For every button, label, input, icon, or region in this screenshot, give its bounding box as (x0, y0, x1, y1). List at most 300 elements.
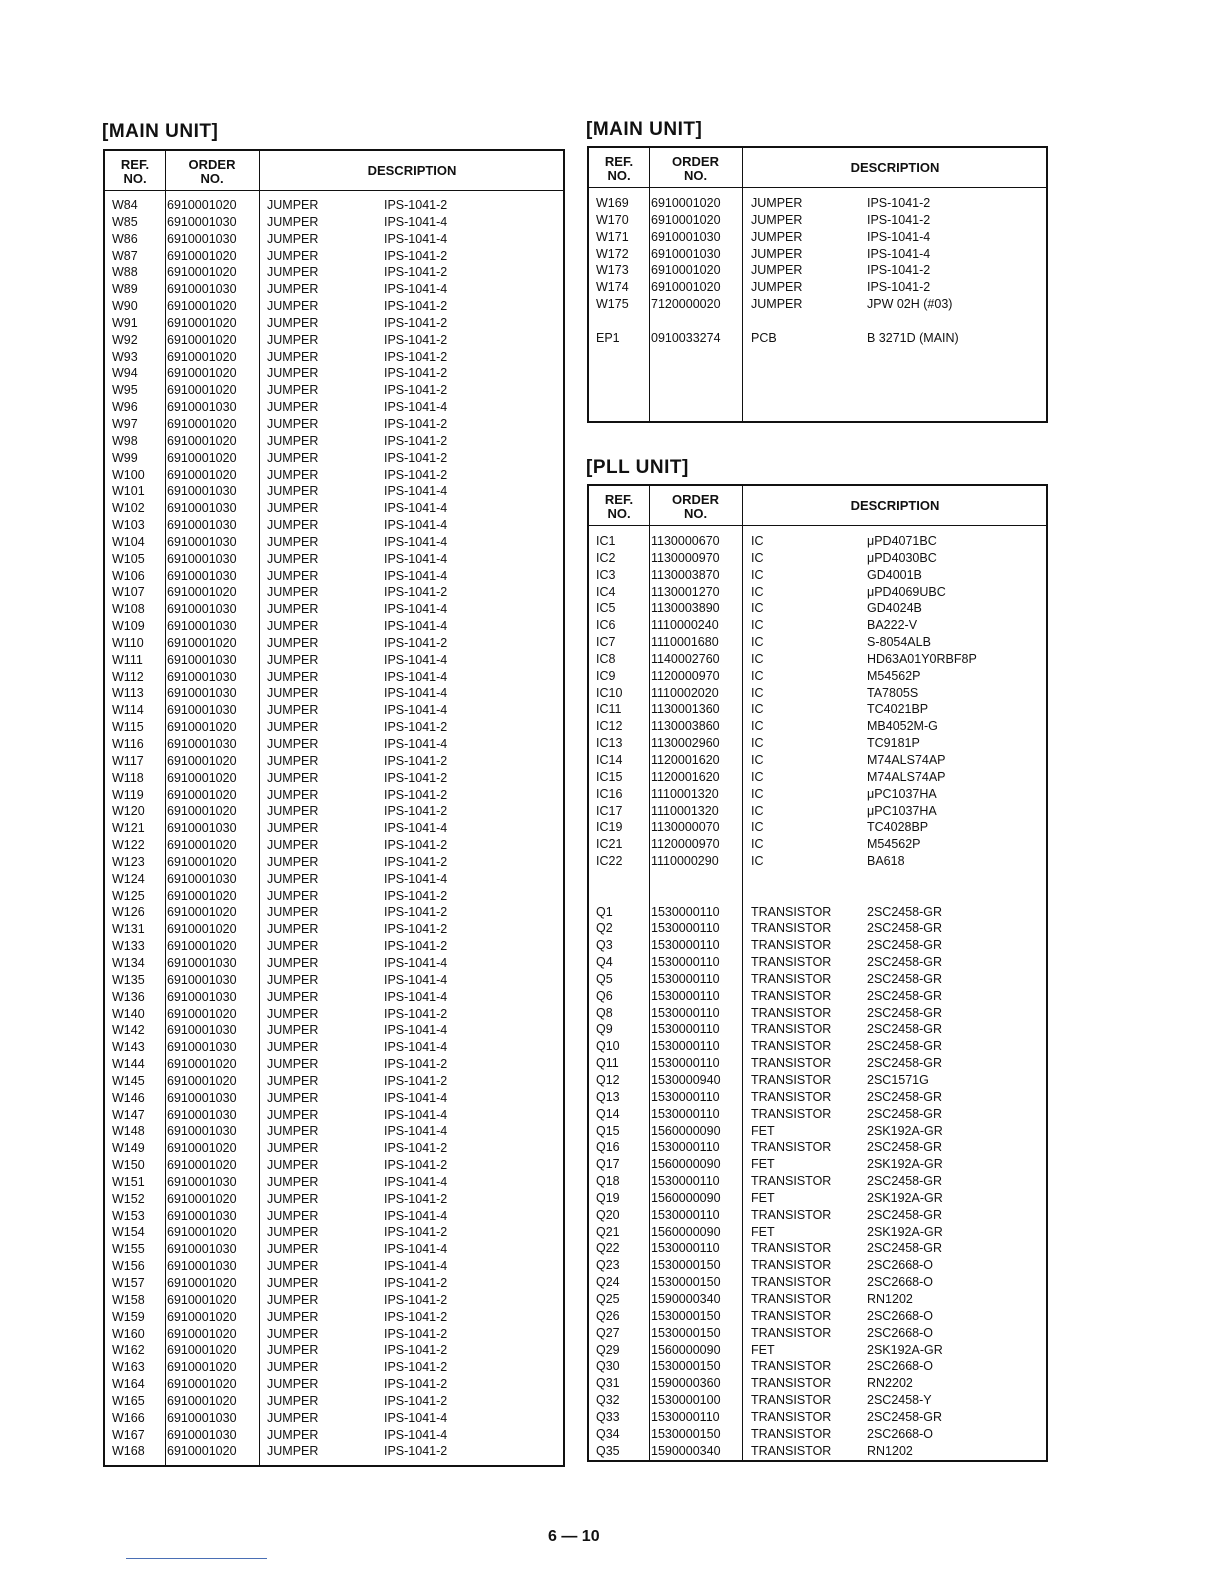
ref-no: IC10 (596, 685, 623, 700)
part-type: JUMPER (267, 265, 319, 280)
order-no: 6910001020 (651, 263, 721, 278)
ref-no: W99 (112, 450, 138, 465)
part-number: IPS-1041-4 (384, 568, 448, 583)
part-type: JUMPER (267, 871, 319, 886)
part-number: IPS-1041-2 (384, 1444, 448, 1459)
order-no: 1530000110 (651, 988, 720, 1003)
part-number: IPS-1041-2 (384, 1141, 448, 1156)
part-type: JUMPER (267, 939, 319, 954)
part-number: IPS-1041-4 (867, 229, 931, 244)
table-row (589, 1291, 1046, 1308)
order-no: 1130001360 (651, 702, 720, 717)
order-no: 1120001620 (651, 769, 720, 784)
table-row (589, 1426, 1046, 1443)
part-number: 2SK192A-GR (867, 1342, 943, 1357)
part-number: IPS-1041-2 (384, 1292, 448, 1307)
left-parts-table (103, 149, 565, 1467)
order-no: 6910001020 (167, 1343, 237, 1358)
part-number: IPS-1041-2 (384, 1326, 448, 1341)
table-row (105, 1376, 563, 1393)
part-type: IC (751, 820, 764, 835)
part-type: JUMPER (267, 619, 319, 634)
order-no: 6910001020 (167, 922, 237, 937)
part-number: IPS-1041-2 (384, 383, 448, 398)
part-type: JUMPER (267, 669, 319, 684)
order-no: 6910001020 (167, 467, 237, 482)
table-row (589, 584, 1046, 601)
ref-no: W171 (596, 229, 629, 244)
table-row (589, 1358, 1046, 1375)
part-number: 2SC2458-GR (867, 955, 943, 970)
table-row (105, 719, 563, 736)
order-no: 6910001030 (167, 1208, 237, 1223)
order-no: 1590000340 (651, 1443, 721, 1458)
table-row (105, 955, 563, 972)
part-number: 2SC2458-GR (867, 1174, 943, 1189)
ref-no: W162 (112, 1343, 145, 1358)
part-type: JUMPER (267, 1393, 319, 1408)
table-row (105, 450, 563, 467)
table-row (589, 533, 1046, 550)
table-row (589, 1072, 1046, 1089)
ref-no: W166 (112, 1410, 145, 1425)
ref-no: W92 (112, 332, 138, 347)
table-row (105, 820, 563, 837)
part-type: FET (751, 1342, 775, 1357)
part-type: JUMPER (267, 400, 319, 415)
part-type: JUMPER (267, 501, 319, 516)
part-type: JUMPER (267, 1343, 319, 1358)
ref-no: IC13 (596, 736, 623, 751)
ref-no: W118 (112, 770, 144, 785)
order-no: 1120000970 (651, 837, 720, 852)
part-type: TRANSISTOR (751, 1308, 832, 1323)
ref-no: Q14 (596, 1106, 620, 1121)
part-type: JUMPER (267, 989, 319, 1004)
part-number: IPS-1041-4 (384, 989, 448, 1004)
part-number: IPS-1041-4 (384, 871, 448, 886)
table-row (589, 971, 1046, 988)
part-number: IPS-1041-2 (384, 1377, 448, 1392)
part-type: IC (751, 685, 764, 700)
order-no: 1530000150 (651, 1275, 721, 1290)
part-type: JUMPER (267, 720, 319, 735)
table-row (589, 634, 1046, 651)
table-row (589, 229, 1046, 246)
table-row (589, 550, 1046, 567)
table-row (105, 1022, 563, 1039)
table-row (589, 1375, 1046, 1392)
part-number: IPS-1041-4 (384, 821, 448, 836)
table-row (105, 888, 563, 905)
table-row (105, 1241, 563, 1258)
table-row (105, 989, 563, 1006)
part-type: JUMPER (267, 585, 319, 600)
ref-no: IC4 (596, 584, 616, 599)
ref-no: Q32 (596, 1393, 620, 1408)
ref-no: W93 (112, 349, 138, 364)
ref-no: W134 (112, 955, 145, 970)
order-no: 1140002760 (651, 651, 720, 666)
part-number: IPS-1041-2 (384, 366, 448, 381)
part-type: JUMPER (267, 1141, 319, 1156)
part-type: JUMPER (267, 1326, 319, 1341)
order-no: 1110002020 (651, 685, 719, 700)
description-header: DESCRIPTION (850, 160, 940, 175)
table-row (589, 1257, 1046, 1274)
part-number: IPS-1041-2 (384, 720, 448, 735)
part-type: JUMPER (267, 1158, 319, 1173)
table-row (105, 635, 563, 652)
part-number: 2SC2458-GR (867, 1207, 943, 1222)
ref-no: Q25 (596, 1291, 620, 1306)
ref-no: W116 (112, 737, 144, 751)
order-no: 1590000360 (651, 1376, 721, 1391)
table-row (105, 1090, 563, 1107)
part-type: JUMPER (751, 196, 803, 210)
order-no: 6910001030 (167, 669, 237, 684)
table-row (105, 787, 563, 804)
order-no: 1530000150 (651, 1325, 721, 1340)
ref-no: W147 (112, 1107, 145, 1122)
table-row (105, 652, 563, 669)
ref-no: IC1 (596, 534, 616, 548)
order-no: 1530000110 (651, 971, 720, 986)
ref-no: W151 (112, 1174, 145, 1189)
order-no: 6910001030 (651, 229, 721, 244)
table-row (589, 769, 1046, 786)
ref-no: IC2 (596, 550, 616, 565)
ref-no: W98 (112, 433, 138, 448)
part-number: 2SC2668-O (867, 1426, 934, 1441)
order-no: 1560000090 (651, 1190, 721, 1205)
table-row (589, 718, 1046, 735)
part-number: IPS-1041-4 (384, 1023, 448, 1038)
table-row (589, 920, 1046, 937)
order-no: 1560000090 (651, 1157, 721, 1172)
part-type: IC (751, 702, 764, 717)
part-number: 2SC1571G (867, 1073, 929, 1087)
part-type: JUMPER (267, 888, 319, 903)
ref-no: W168 (112, 1444, 145, 1459)
part-type: JUMPER (267, 214, 319, 229)
order-no: 6910001030 (167, 1259, 237, 1274)
table-row (105, 197, 563, 214)
order-no: 6910001020 (167, 1276, 237, 1290)
table-row (589, 1021, 1046, 1038)
part-number: M54562P (867, 837, 921, 852)
part-type: JUMPER (267, 1292, 319, 1307)
order-no: 6910001030 (167, 534, 237, 549)
ref-no: IC19 (596, 820, 623, 835)
ref-no: W140 (112, 1006, 145, 1021)
order-no: 6910001020 (167, 416, 237, 431)
table-row (589, 313, 1046, 330)
table-row (589, 988, 1046, 1005)
table-row (105, 349, 563, 366)
pll-rows (589, 533, 1046, 1459)
order-no: 6910001030 (167, 1107, 237, 1122)
ref-no: W148 (112, 1124, 145, 1139)
ref-no: W153 (112, 1208, 145, 1223)
table-row (105, 298, 563, 315)
part-number: 2SC2458-GR (867, 1056, 943, 1071)
part-type: JUMPER (267, 1124, 319, 1139)
ref-no: IC16 (596, 786, 623, 801)
part-number: IPS-1041-2 (867, 280, 931, 295)
order-no: 6910001020 (167, 635, 237, 650)
part-number: IPS-1041-2 (384, 1073, 448, 1088)
ref-no: W95 (112, 383, 138, 398)
order-no: 6910001030 (167, 871, 237, 886)
table-row (105, 1275, 563, 1292)
order-no: 1530000110 (651, 1056, 720, 1071)
part-type: JUMPER (267, 1377, 319, 1392)
ref-no: W109 (112, 619, 145, 634)
part-number: IPS-1041-4 (384, 534, 448, 549)
part-number: IPS-1041-2 (384, 1276, 448, 1290)
part-type: JUMPER (267, 838, 319, 853)
part-number: IPS-1041-2 (384, 1225, 448, 1240)
part-type: IC (751, 786, 764, 801)
table-row (589, 1123, 1046, 1140)
order-no: 1530000100 (651, 1393, 721, 1408)
table-row (105, 736, 563, 753)
order-no: 1530000110 (651, 1409, 720, 1424)
part-number: μPC1037HA (867, 786, 937, 801)
order-header: ORDER NO. (672, 492, 719, 521)
table-row (105, 972, 563, 989)
part-number: TC4028BP (867, 820, 929, 835)
part-number: HD63A01Y0RBF8P (867, 651, 977, 666)
table-row (105, 669, 563, 686)
ref-no: IC14 (596, 752, 623, 767)
table-row (105, 332, 563, 349)
table-row (105, 534, 563, 551)
ref-no: Q35 (596, 1443, 620, 1458)
ref-no: W86 (112, 231, 138, 246)
table-row (105, 416, 563, 433)
ref-no: IC21 (596, 837, 623, 852)
part-type: JUMPER (267, 703, 319, 718)
table-row (105, 1309, 563, 1326)
part-number: 2SC2458-GR (867, 921, 943, 936)
part-type: FET (751, 1224, 775, 1239)
ref-no: Q15 (596, 1123, 620, 1138)
part-type: JUMPER (267, 315, 319, 330)
ref-no: W97 (112, 416, 138, 431)
part-number: IPS-1041-2 (384, 888, 448, 903)
table-row (105, 685, 563, 702)
part-type: JUMPER (267, 1090, 319, 1105)
order-no: 6910001030 (167, 1427, 237, 1442)
part-type: IC (751, 651, 764, 666)
order-no: 1530000150 (651, 1258, 721, 1273)
ref-no: W108 (112, 602, 145, 617)
table-row (105, 1427, 563, 1444)
part-type: JUMPER (267, 248, 319, 263)
order-no: 1110000240 (651, 618, 719, 633)
part-number: IPS-1041-4 (384, 619, 448, 634)
ref-no: Q12 (596, 1073, 620, 1087)
table-row (589, 1139, 1046, 1156)
table-row (589, 786, 1046, 803)
order-no: 1530000110 (651, 1106, 720, 1121)
ref-no: Q16 (596, 1140, 620, 1155)
order-no: 6910001030 (167, 1090, 237, 1105)
ref-no: W104 (112, 534, 145, 549)
ref-no: W144 (112, 1057, 145, 1072)
ref-no: W100 (112, 467, 145, 482)
part-type: FET (751, 1157, 775, 1172)
ref-no: W88 (112, 265, 138, 280)
order-no: 6910001030 (167, 214, 237, 229)
table-row (105, 618, 563, 635)
table-row (589, 1274, 1046, 1291)
ref-no: W125 (112, 888, 145, 903)
ref-no: Q24 (596, 1275, 620, 1290)
part-number: M74ALS74AP (867, 752, 946, 767)
part-number: 2SC2458-Y (867, 1393, 932, 1408)
part-type: JUMPER (267, 1259, 319, 1274)
part-number: IPS-1041-2 (384, 332, 448, 347)
ref-no: W119 (112, 787, 144, 802)
table-row (589, 819, 1046, 836)
part-number: μPD4069UBC (867, 584, 946, 599)
part-number: IPS-1041-4 (384, 972, 448, 987)
part-number: M54562P (867, 668, 921, 683)
part-number: IPS-1041-4 (867, 246, 931, 261)
ref-no: Q30 (596, 1359, 620, 1374)
ref-no: W174 (596, 280, 629, 295)
part-type: TRANSISTOR (751, 1056, 832, 1071)
part-number: 2SC2458-GR (867, 1005, 943, 1020)
part-type: TRANSISTOR (751, 1376, 832, 1391)
part-number: IPS-1041-4 (384, 1259, 448, 1274)
order-no: 1110001680 (651, 635, 719, 650)
part-type: TRANSISTOR (751, 1275, 832, 1290)
order-no: 6910001020 (651, 280, 721, 295)
ref-no: Q11 (596, 1056, 619, 1071)
table-row (105, 1326, 563, 1343)
order-no: 6910001020 (167, 585, 237, 600)
part-type: JUMPER (267, 821, 319, 836)
order-no: 1530000110 (651, 921, 720, 936)
table-row (105, 837, 563, 854)
order-no: 1130003890 (651, 601, 720, 616)
part-number: IPS-1041-4 (384, 214, 448, 229)
order-no: 6910001030 (167, 1023, 237, 1038)
table-row (105, 1410, 563, 1427)
part-type: TRANSISTOR (751, 988, 832, 1003)
table-row (589, 685, 1046, 702)
ref-no: W145 (112, 1073, 145, 1088)
part-number: IPS-1041-4 (384, 737, 448, 751)
part-type: JUMPER (267, 737, 319, 751)
table-row (105, 517, 563, 534)
order-no: 1110000290 (651, 854, 719, 869)
part-type: JUMPER (267, 534, 319, 549)
part-type: TRANSISTOR (751, 1325, 832, 1340)
order-no: 6910001030 (167, 737, 237, 751)
table-row (105, 1140, 563, 1157)
description-header: DESCRIPTION (367, 163, 457, 178)
table-row (589, 1106, 1046, 1123)
table-row (105, 1292, 563, 1309)
order-no: 1530000150 (651, 1426, 721, 1441)
part-type: IC (751, 601, 764, 616)
table-row (105, 770, 563, 787)
part-number: 2SC2458-GR (867, 971, 943, 986)
part-number: 2SK192A-GR (867, 1190, 943, 1205)
order-no: 1120001620 (651, 752, 720, 767)
table-row (589, 752, 1046, 769)
ref-no: W120 (112, 804, 145, 819)
table-row (105, 1174, 563, 1191)
part-type: TRANSISTOR (751, 1258, 832, 1273)
order-no: 1530000940 (651, 1073, 721, 1087)
part-number: IPS-1041-2 (384, 1309, 448, 1324)
part-type: JUMPER (751, 246, 803, 261)
ref-no: W164 (112, 1377, 145, 1392)
part-number: B 3271D (MAIN) (867, 330, 959, 345)
right-main-section-title: [MAIN UNIT] (586, 119, 703, 140)
part-type: IC (751, 854, 764, 869)
order-no: 1590000340 (651, 1291, 721, 1306)
order-no: 6910001020 (167, 854, 237, 869)
part-type: TRANSISTOR (751, 1022, 832, 1037)
table-row (105, 231, 563, 248)
table-row (105, 871, 563, 888)
part-number: IPS-1041-2 (384, 198, 448, 212)
ref-no: W102 (112, 501, 145, 516)
part-number: 2SC2668-O (867, 1275, 934, 1290)
ref-no: W172 (596, 246, 629, 261)
order-no: 6910001020 (167, 1360, 237, 1375)
table-row (589, 887, 1046, 904)
order-no: 6910001030 (167, 551, 237, 566)
part-type: IC (751, 584, 764, 599)
order-no: 6910001030 (167, 484, 237, 499)
part-number: IPS-1041-4 (384, 1242, 448, 1257)
part-number: IPS-1041-4 (384, 955, 448, 970)
part-type: JUMPER (267, 1225, 319, 1240)
order-no: 6910001020 (167, 433, 237, 448)
ref-no: W175 (596, 297, 629, 312)
part-type: JUMPER (267, 1276, 319, 1290)
order-no: 6910001030 (167, 518, 237, 533)
part-type: JUMPER (267, 416, 319, 431)
order-no: 6910001020 (167, 888, 237, 903)
part-number: IPS-1041-2 (384, 315, 448, 330)
part-number: 2SC2668-O (867, 1258, 934, 1273)
order-no: 1530000110 (651, 1039, 720, 1054)
part-type: JUMPER (267, 753, 319, 768)
order-no: 1110001320 (651, 803, 719, 818)
part-type: JUMPER (267, 349, 319, 364)
part-number: RN1202 (867, 1291, 913, 1306)
table-row (105, 1342, 563, 1359)
order-no: 6910001020 (167, 366, 237, 381)
part-type: IC (751, 803, 764, 818)
table-row (105, 753, 563, 770)
part-number: IPS-1041-4 (384, 602, 448, 617)
table-row (589, 904, 1046, 921)
ref-no: W159 (112, 1309, 145, 1324)
table-row (105, 382, 563, 399)
part-type: IC (751, 618, 764, 633)
ref-no: W143 (112, 1040, 145, 1055)
